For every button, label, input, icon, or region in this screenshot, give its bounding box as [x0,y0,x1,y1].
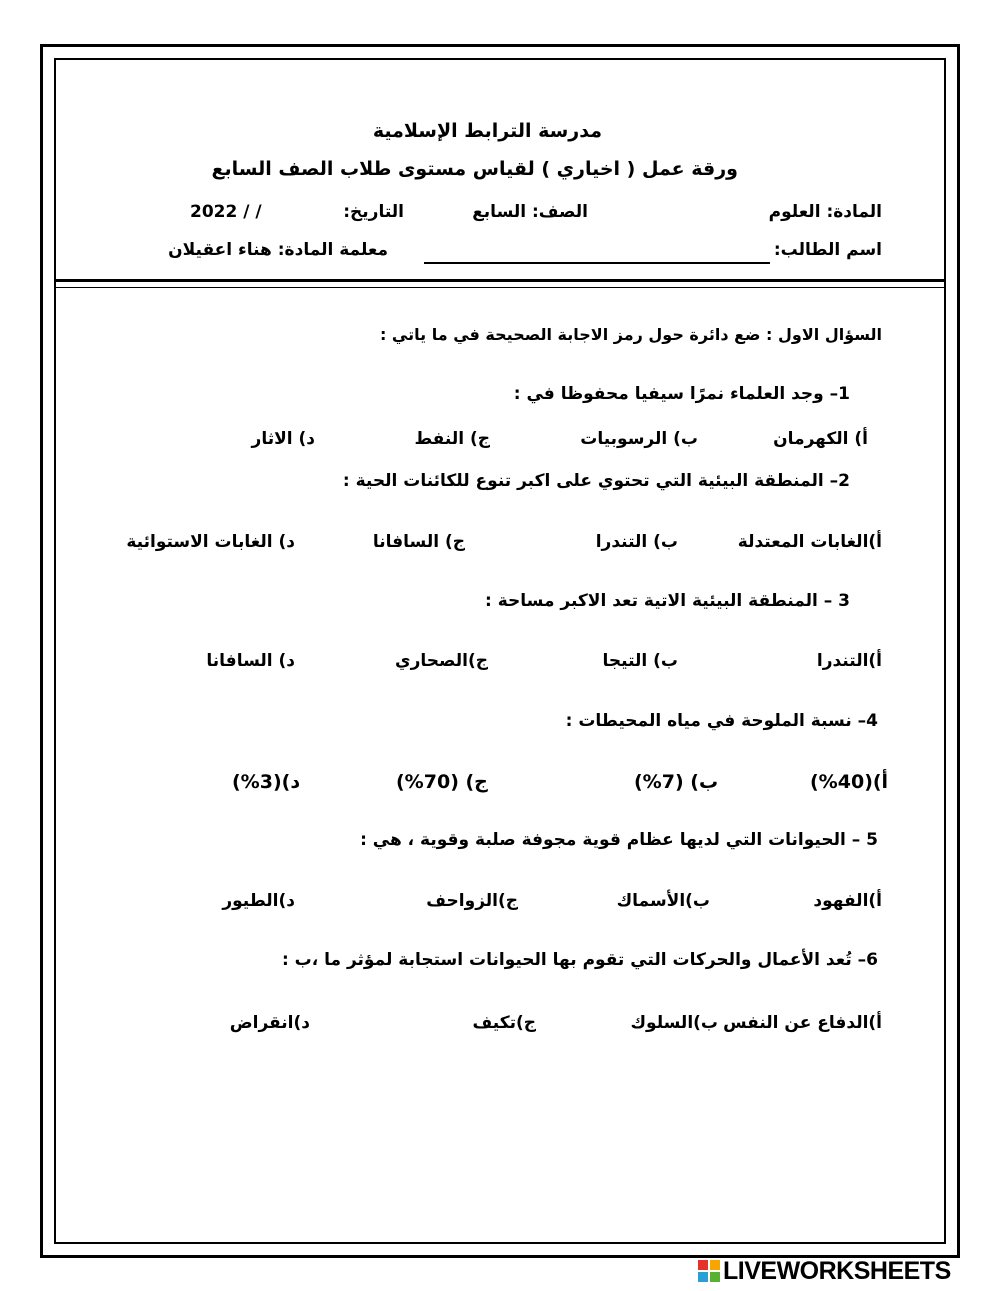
logo-square-yellow [710,1260,720,1270]
item3-option-b[interactable]: ب) التيجا [602,651,678,671]
item5-option-c[interactable]: ج)الزواحف [426,891,518,911]
item4-stem: 4– نسبة الملوحة في مياه المحيطات : [565,711,878,731]
date-label: التاريخ: [343,202,404,222]
item1-option-a[interactable]: أ) الكهرمان [773,429,868,449]
item5-option-a[interactable]: أ)الفهود [813,891,882,911]
item4-option-c-text: ج) (70%) [396,771,488,793]
logo-square-blue [698,1272,708,1282]
item2-option-c[interactable]: ج) السافانا [372,532,465,552]
item6-option-d[interactable]: د)انقراض [229,1013,310,1033]
item4-option-b[interactable] [634,773,718,792]
worksheet-title: ورقة عمل ( اخياري ) لقياس مستوى طلاب الصف السابع [211,158,738,180]
header-divider-top [54,279,946,282]
item5-option-d[interactable]: د)الطيور [222,891,295,911]
school-name: مدرسة الترابط الإسلامية [372,120,602,142]
item4-option-a[interactable] [810,773,888,792]
item2-option-b[interactable]: ب) التندرا [595,532,678,552]
item1-option-b[interactable]: ب) الرسوبيات [580,429,698,449]
item5-stem: 5 – الحيوانات التي لديها عظام قوية مجوفة صلبة وقوية ، هي : [360,830,878,850]
item6-option-b[interactable]: ب)السلوك [630,1013,718,1033]
logo-square-green [710,1272,720,1282]
student-name-label: اسم الطالب: [773,240,882,260]
item3-option-a[interactable]: أ)التندرا [816,651,882,671]
item4-option-c[interactable] [396,773,488,792]
item1-stem: 1– وجد العلماء نمرًا سيفيا محفوظا في : [513,384,850,404]
liveworksheets-text: LIVEWORKSHEETS [723,1256,951,1285]
item6-stem: 6– تُعد الأعمال والحركات التي تقوم بها الحيوانات استجابة لمؤثر ما ،ب : [281,950,878,970]
liveworksheets-logo-icon [698,1260,720,1282]
item1-option-c[interactable]: ج) النفط [414,429,490,449]
item6-option-a[interactable]: أ)الدفاع عن النفس [723,1013,882,1033]
item2-option-d[interactable]: د) الغابات الاستوائية [126,532,295,552]
item5-option-b[interactable]: ب)الأسماك [616,891,710,911]
item2-stem: 2– المنطقة البيئية التي تحتوي على اكبر تنوع للكائنات الحية : [342,471,850,491]
item4-option-d-text: د)(3%) [232,771,301,793]
item3-option-c[interactable]: ج)الصحاري [395,651,488,671]
header-divider-bottom [54,287,946,288]
item4-option-b-text: ب) (7%) [634,771,719,793]
liveworksheets-brand[interactable] [698,1258,951,1284]
item2-option-a[interactable]: أ)الغابات المعتدلة [737,532,882,552]
page-inner-border [54,58,946,1244]
item4-option-a-text: أ)(40%) [810,771,889,793]
item4-option-d[interactable] [232,773,300,792]
student-name-blank[interactable] [424,262,770,264]
logo-square-red [698,1260,708,1270]
grade-field: الصف: السابع [472,202,588,222]
question1-instruction: السؤال الاول : ضع دائرة حول رمز الاجابة الصحيحة في ما ياتي : [379,325,882,344]
item3-stem: 3 – المنطقة البيئية الاتية تعد الاكبر مساحة : [485,591,850,611]
item1-option-d[interactable]: د) الاثار [251,429,315,449]
item3-option-d[interactable]: د) السافانا [206,651,295,671]
item6-option-c[interactable]: ج)تكيف [472,1013,536,1033]
subject-field: المادة: العلوم [768,202,882,222]
date-value: 2022 / / [190,202,262,222]
teacher-name: معلمة المادة: هناء اعقيلان [168,240,388,260]
